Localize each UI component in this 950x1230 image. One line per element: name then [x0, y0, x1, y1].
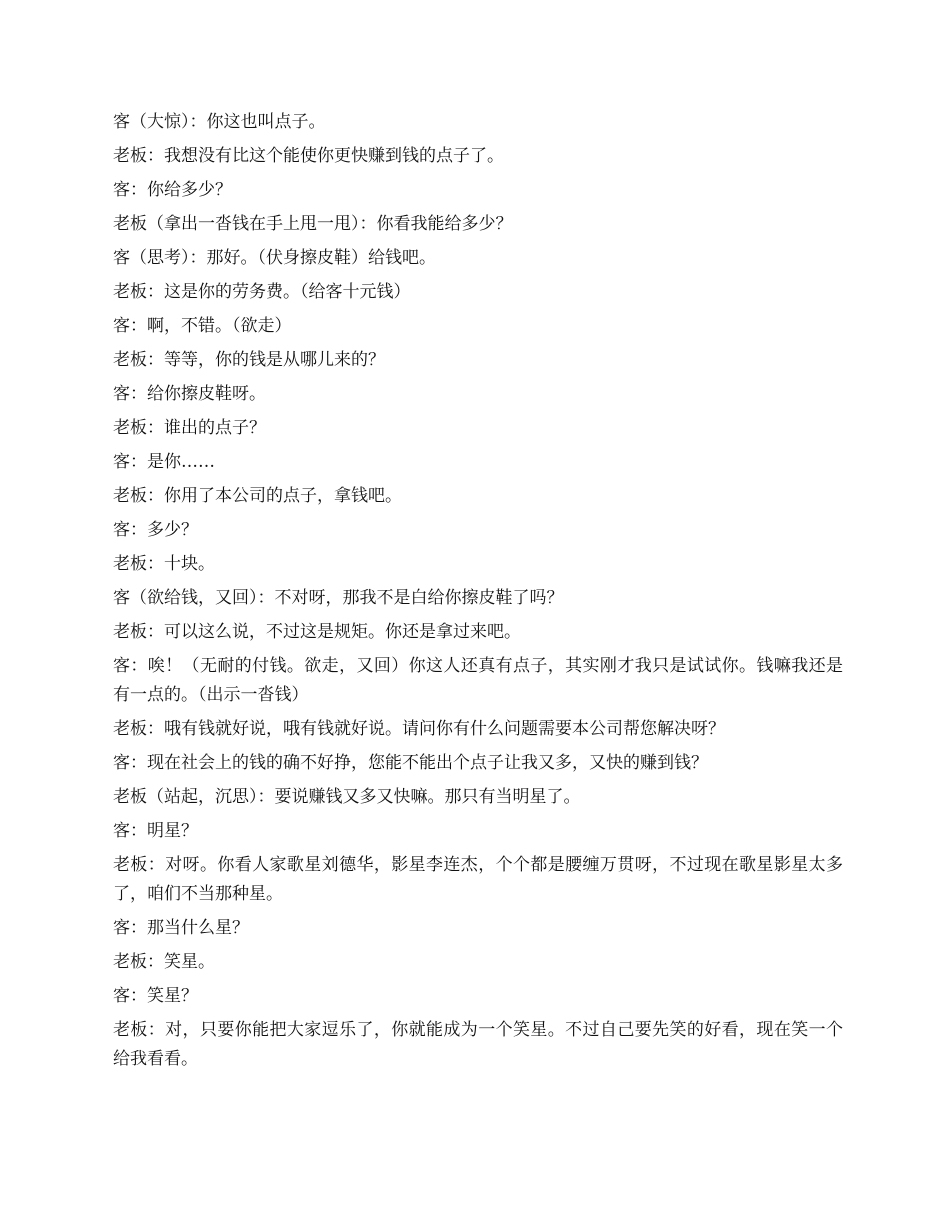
dialogue-line: 老板：这是你的劳务费。（给客十元钱）: [113, 282, 411, 302]
dialogue-line: 老板（拿出一沓钱在手上甩一甩）：你看我能给多少？: [113, 214, 513, 234]
dialogue-line: 老板：对，只要你能把大家逗乐了，你就能成为一个笑星。不过自己要先笑的好看，现在笑一个给我看看。: [113, 1020, 843, 1069]
dialogue-line: 客：多少？: [113, 520, 198, 540]
dialogue-line: 老板：可以这么说，不过这是规矩。你还是拿过来吧。: [113, 622, 521, 642]
dialogue-line: 老板：哦有钱就好说，哦有钱就好说。请问你有什么问题需要本公司帮您解决呀？: [113, 719, 725, 739]
dialogue-line: 老板：十块。: [113, 554, 215, 574]
dialogue-line: 客：笑星？: [113, 986, 198, 1006]
dialogue-line: 客：唉！（无耐的付钱。欲走，又回）你这人还真有点子，其实刚才我只是试试你。钱嘛我还是有一点的。（出示一沓钱）: [113, 656, 843, 705]
dialogue-line: 客：现在社会上的钱的确不好挣，您能不能出个点子让我又多，又快的赚到钱？: [113, 753, 708, 773]
dialogue-line: 客（大惊）：你这也叫点子。: [113, 112, 326, 132]
dialogue-line: 客：明星？: [113, 821, 198, 841]
dialogue-line: 老板：我想没有比这个能使你更快赚到钱的点子了。: [113, 146, 504, 166]
dialogue-line: 客（思考）：那好。（伏身擦皮鞋）给钱吧。: [113, 248, 436, 268]
dialogue-line: 老板：等等，你的钱是从哪儿来的？: [113, 350, 385, 370]
dialogue-line: 老板：你用了本公司的点子，拿钱吧。: [113, 486, 402, 506]
dialogue-line: 客：那当什么星？: [113, 918, 249, 938]
dialogue-line: 客：是你……: [113, 452, 215, 472]
dialogue-line: 客：你给多少？: [113, 180, 232, 200]
dialogue-line: 老板：对呀。你看人家歌星刘德华，影星李连杰，个个都是腰缠万贯呀，不过现在歌星影星太多了，咱们不当那种星。: [113, 855, 843, 904]
dialogue-line: 老板：谁出的点子？: [113, 418, 266, 438]
dialogue-body: [113, 108, 843, 1079]
dialogue-line: 老板（站起，沉思）：要说赚钱又多又快嘛。那只有当明星了。: [113, 787, 581, 807]
dialogue-line: 客（欲给钱，又回）：不对呀，那我不是白给你擦皮鞋了吗？: [113, 588, 564, 608]
dialogue-line: 客：给你擦皮鞋呀。: [113, 384, 266, 404]
dialogue-line: 老板：笑星。: [113, 952, 215, 972]
dialogue-line: 客：啊，不错。（欲走）: [113, 316, 292, 336]
